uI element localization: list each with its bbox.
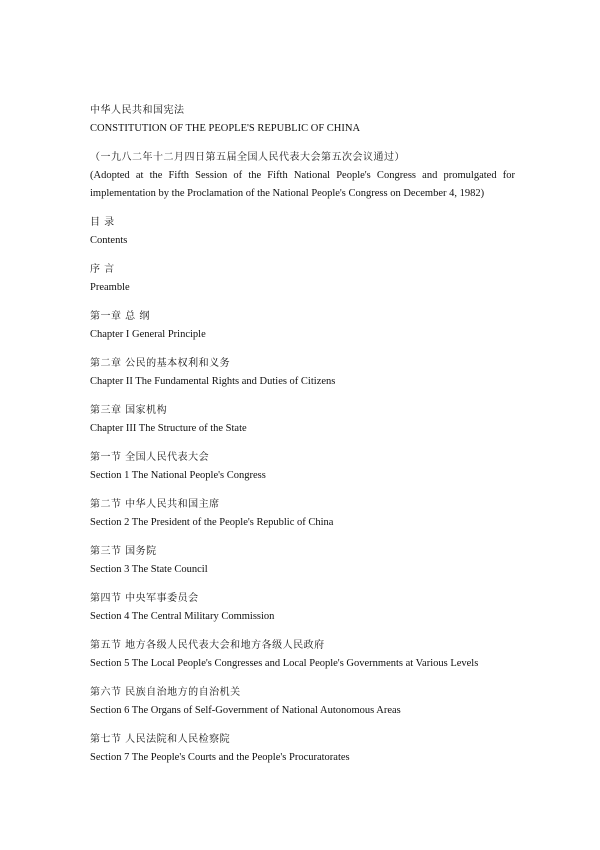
toc-entry-section-6: [90, 684, 515, 720]
toc-zh: 第三章 国家机构: [90, 405, 168, 416]
title-zh: 中华人民共和国宪法: [90, 105, 185, 116]
toc-en: Section 3 The State Council: [90, 564, 208, 575]
toc-en: Preamble: [90, 282, 130, 293]
toc-en: Section 7 The People's Courts and the People's Procuratorates: [90, 752, 350, 763]
toc-entry-section-1: [90, 449, 515, 485]
toc-en: Chapter I General Principle: [90, 329, 206, 340]
toc-zh: 第三节 国务院: [90, 546, 157, 557]
toc-en: Contents: [90, 235, 128, 246]
toc-zh: 第四节 中央军事委员会: [90, 593, 199, 604]
toc-en: Section 1 The National People's Congress: [90, 470, 266, 481]
toc-en: Section 5 The Local People's Congresses and Local People's Governments at Various Levels: [90, 658, 479, 669]
toc-zh: 第一章 总 纲: [90, 311, 150, 322]
adoption-zh: （一九八二年十二月四日第五届全国人民代表大会第五次会议通过）: [90, 152, 405, 163]
adoption-block: [90, 149, 515, 203]
title-block: [90, 102, 515, 138]
toc-entry-chapter-1: [90, 308, 515, 344]
toc-zh: 序 言: [90, 264, 115, 275]
toc-entry-section-3: [90, 543, 515, 579]
toc-en: Chapter III The Structure of the State: [90, 423, 247, 434]
toc-zh: 第六节 民族自治地方的自治机关: [90, 687, 241, 698]
toc-zh: 第二章 公民的基本权利和义务: [90, 358, 231, 369]
toc-entry-section-4: [90, 590, 515, 626]
adoption-en: (Adopted at the Fifth Session of the Fifth National People's Congress and promulgated for implementation by the Proclamation of the National People's Congress on December 4, 1982): [90, 170, 515, 199]
toc-entry-preamble: [90, 261, 515, 297]
toc-en: Chapter II The Fundamental Rights and Duties of Citizens: [90, 376, 336, 387]
toc-entry-contents: [90, 214, 515, 250]
toc-entry-chapter-2: [90, 355, 515, 391]
toc-en: Section 2 The President of the People's Republic of China: [90, 517, 334, 528]
toc-zh: 目 录: [90, 217, 115, 228]
document-page: [90, 102, 515, 778]
toc-zh: 第七节 人民法院和人民检察院: [90, 734, 231, 745]
toc-entry-section-5: [90, 637, 515, 673]
toc-zh: 第二节 中华人民共和国主席: [90, 499, 220, 510]
title-en: CONSTITUTION OF THE PEOPLE'S REPUBLIC OF CHINA: [90, 123, 361, 134]
toc-entry-chapter-3: [90, 402, 515, 438]
toc-en: Section 4 The Central Military Commission: [90, 611, 275, 622]
toc-entry-section-2: [90, 496, 515, 532]
toc-zh: 第一节 全国人民代表大会: [90, 452, 210, 463]
toc-zh: 第五节 地方各级人民代表大会和地方各级人民政府: [90, 640, 325, 651]
toc-entry-section-7: [90, 731, 515, 767]
toc-en: Section 6 The Organs of Self-Government of National Autonomous Areas: [90, 705, 401, 716]
